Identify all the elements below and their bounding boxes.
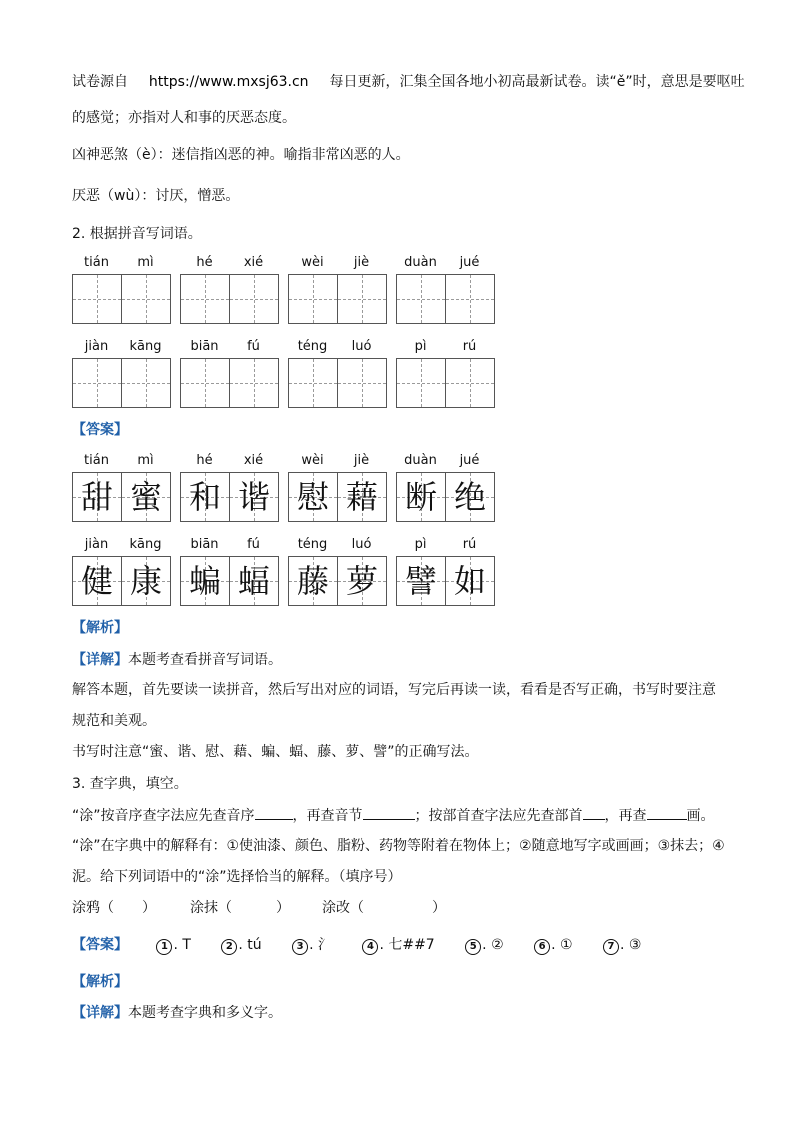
answer-char: 和 (188, 478, 221, 516)
analysis-tag: 【解析】 (72, 974, 128, 990)
tian-ge-cell (396, 472, 446, 522)
q3-text: ；按部首查字法应先查部首 (414, 808, 583, 824)
pinyin: pì (414, 537, 427, 552)
q3-word-3 (322, 898, 446, 918)
pinyin: jiàn (84, 537, 109, 552)
paren-close: ） (276, 900, 290, 916)
tian-ge-cell (229, 472, 279, 522)
intro-line-3: 厌恶（wù）：讨厌，憎恶。 (72, 188, 240, 204)
pinyin: biān (190, 537, 219, 552)
word-box (180, 254, 279, 324)
pinyin: hé (196, 453, 213, 468)
word-box (396, 536, 495, 606)
answer-char: 萝 (345, 562, 378, 600)
word-box (72, 536, 171, 606)
pinyin: jiè (353, 453, 370, 468)
answer-value: . ① (551, 937, 573, 953)
pinyin: wèi (301, 453, 324, 468)
detail-line (72, 650, 282, 670)
tian-ge-cell[interactable] (229, 358, 279, 408)
number-circle: 7 (603, 939, 619, 955)
tian-ge-cell (72, 472, 122, 522)
tian-ge-cell (337, 472, 387, 522)
answer-char: 蜜 (129, 478, 162, 516)
q3-word: 涂改（ (322, 900, 364, 916)
answer-char: 蝠 (237, 562, 270, 600)
answer-item (603, 935, 641, 955)
word-box (72, 452, 171, 522)
q3-line-2: “涂”在字典中的解释有：①使油漆、颜色、脂粉、药物等附着在物体上；②随意地写字或画画；③抹去；④ (72, 838, 725, 854)
tian-ge-cell (72, 556, 122, 606)
tian-ge-cell (121, 556, 171, 606)
tian-ge-cell[interactable] (445, 274, 495, 324)
blank-input[interactable] (583, 805, 605, 820)
tian-ge-cell[interactable] (396, 358, 446, 408)
q3-word-2 (190, 898, 290, 918)
tian-ge-cell (288, 556, 338, 606)
answer-value: . tú (238, 937, 262, 953)
q3-text: “涂”按音序查字法应先查音序 (72, 808, 255, 824)
answer-item (156, 935, 190, 955)
tian-ge-cell (121, 472, 171, 522)
answer-tag: 【答案】 (72, 422, 128, 438)
tian-ge-cell[interactable] (180, 358, 230, 408)
q3-word: 涂抹（ (190, 900, 232, 916)
detail-line (72, 1003, 282, 1023)
answer-char: 甜 (80, 478, 113, 516)
detail-tag: 【详解】 (72, 1005, 128, 1021)
q2-grid-row-1 (72, 254, 495, 324)
tian-ge-cell[interactable] (337, 358, 387, 408)
intro-line-1: 的感觉；亦指对人和事的厌恶态度。 (72, 110, 296, 126)
answer-char: 蝙 (188, 562, 221, 600)
word-box (180, 452, 279, 522)
word-box (396, 452, 495, 522)
pinyin: pì (414, 339, 427, 354)
tian-ge-cell[interactable] (72, 274, 122, 324)
pinyin: rú (462, 339, 477, 354)
tian-ge-cell (445, 556, 495, 606)
answer-item (465, 935, 503, 955)
word-box (180, 338, 279, 408)
pinyin: luó (351, 537, 372, 552)
tian-ge-cell[interactable] (72, 358, 122, 408)
tian-ge-cell (337, 556, 387, 606)
q3-line-3: 泥。给下列词语中的“涂”选择恰当的解释。（填序号） (72, 869, 402, 885)
answer-value: . ② (482, 937, 504, 953)
paren-close: ） (142, 900, 156, 916)
explanation-line-1: 解答本题，首先要读一读拼音，然后写出对应的词语，写完后再读一读，看看是否写正确，书写时要注意 (72, 682, 716, 698)
number-circle: 2 (221, 939, 237, 955)
intro-line-2: 凶神恶煞（è）：迷信指凶恶的神。喻指非常凶恶的人。 (72, 147, 410, 163)
tian-ge-cell (229, 556, 279, 606)
analysis-tag: 【解析】 (72, 620, 128, 636)
q3-title: 3. 查字典，填空。 (72, 776, 188, 792)
pinyin: biān (190, 339, 219, 354)
number-circle: 6 (534, 939, 550, 955)
pinyin: tián (84, 255, 109, 270)
pinyin: duàn (404, 255, 437, 270)
word-box (396, 254, 495, 324)
q2-title: 2. 根据拼音写词语。 (72, 226, 202, 242)
pinyin: fú (247, 339, 260, 354)
header-tagline: 每日更新，汇集全国各地小初高最新试卷。读“ě”时，意思是要呕吐 (329, 74, 745, 90)
pinyin: rú (462, 537, 477, 552)
header-line (72, 72, 745, 92)
answer-grid-row-1 (72, 452, 495, 522)
answer-char: 健 (80, 562, 113, 600)
tian-ge-cell[interactable] (396, 274, 446, 324)
word-box (288, 254, 387, 324)
answer-char: 康 (129, 562, 162, 600)
tian-ge-cell[interactable] (229, 274, 279, 324)
source-url[interactable]: https://www.mxsj63.cn (148, 74, 309, 90)
pinyin: wèi (301, 255, 324, 270)
word-box (72, 254, 171, 324)
blank-input[interactable] (255, 805, 293, 820)
answer-item (292, 935, 332, 955)
number-circle: 3 (292, 939, 308, 955)
pinyin: jué (459, 453, 480, 468)
answer-char: 藉 (345, 478, 378, 516)
q3-word-1 (72, 898, 156, 918)
detail-text: 本题考查看拼音写词语。 (128, 652, 282, 668)
q3-text: 画。 (686, 808, 715, 824)
pinyin: hé (196, 255, 213, 270)
tian-ge-cell[interactable] (121, 274, 171, 324)
pinyin: jué (459, 255, 480, 270)
blank-input[interactable] (647, 805, 687, 820)
answer-item (534, 935, 572, 955)
answer-value: . T (173, 937, 191, 953)
pinyin: kāng (129, 537, 162, 552)
tian-ge-cell (180, 556, 230, 606)
answer-value: . 七##7 (379, 937, 435, 953)
answer-char: 譬 (404, 562, 437, 600)
answer-char: 绝 (453, 478, 486, 516)
number-circle: 5 (465, 939, 481, 955)
tian-ge-cell[interactable] (337, 274, 387, 324)
answer-char: 慰 (296, 478, 329, 516)
answer-tag: 【答案】 (72, 937, 128, 953)
answer-grid-row-2 (72, 536, 495, 606)
tian-ge-cell[interactable] (121, 358, 171, 408)
source-label: 试卷源自 (72, 74, 128, 90)
explanation-line-3: 书写时注意“蜜、谐、慰、藉、蝙、蝠、藤、萝、譬”的正确写法。 (72, 744, 479, 760)
blank-input[interactable] (363, 805, 415, 820)
word-box (288, 452, 387, 522)
tian-ge-cell[interactable] (288, 358, 338, 408)
q3-line-1 (72, 805, 715, 826)
pinyin: tián (84, 453, 109, 468)
tian-ge-cell (396, 556, 446, 606)
q3-text: ，再查 (604, 808, 647, 824)
word-box (288, 536, 387, 606)
pinyin: téng (297, 339, 328, 354)
detail-tag: 【详解】 (72, 652, 128, 668)
pinyin: fú (247, 537, 260, 552)
number-circle: 4 (362, 939, 378, 955)
q3-word: 涂鸦（ (72, 900, 114, 916)
pinyin: jiè (353, 255, 370, 270)
number-circle: 1 (156, 939, 172, 955)
detail-text: 本题考查字典和多义字。 (128, 1005, 282, 1021)
tian-ge-cell[interactable] (445, 358, 495, 408)
pinyin: jiàn (84, 339, 109, 354)
pinyin: mì (137, 255, 154, 270)
tian-ge-cell (180, 472, 230, 522)
word-box (180, 536, 279, 606)
answer-value: . ③ (619, 937, 642, 953)
tian-ge-cell[interactable] (180, 274, 230, 324)
pinyin: kāng (129, 339, 162, 354)
answer-char: 如 (453, 562, 486, 600)
answer-value: . 氵 (309, 937, 332, 953)
word-box (396, 338, 495, 408)
pinyin: xié (243, 453, 264, 468)
tian-ge-cell (445, 472, 495, 522)
q3-text: ，再查音节 (292, 808, 363, 824)
pinyin: téng (297, 537, 328, 552)
word-box (288, 338, 387, 408)
tian-ge-cell[interactable] (288, 274, 338, 324)
tian-ge-cell (288, 472, 338, 522)
answer-item (362, 935, 434, 955)
q3-answer-line (72, 935, 667, 955)
answer-char: 谐 (237, 478, 270, 516)
paren-close: ） (432, 900, 446, 916)
pinyin: duàn (404, 453, 437, 468)
pinyin: luó (351, 339, 372, 354)
word-box (72, 338, 171, 408)
explanation-line-2: 规范和美观。 (72, 713, 156, 729)
pinyin: xié (243, 255, 264, 270)
pinyin: mì (137, 453, 154, 468)
q2-grid-row-2 (72, 338, 495, 408)
answer-char: 藤 (296, 562, 329, 600)
answer-char: 断 (404, 478, 437, 516)
answer-item (221, 935, 261, 955)
